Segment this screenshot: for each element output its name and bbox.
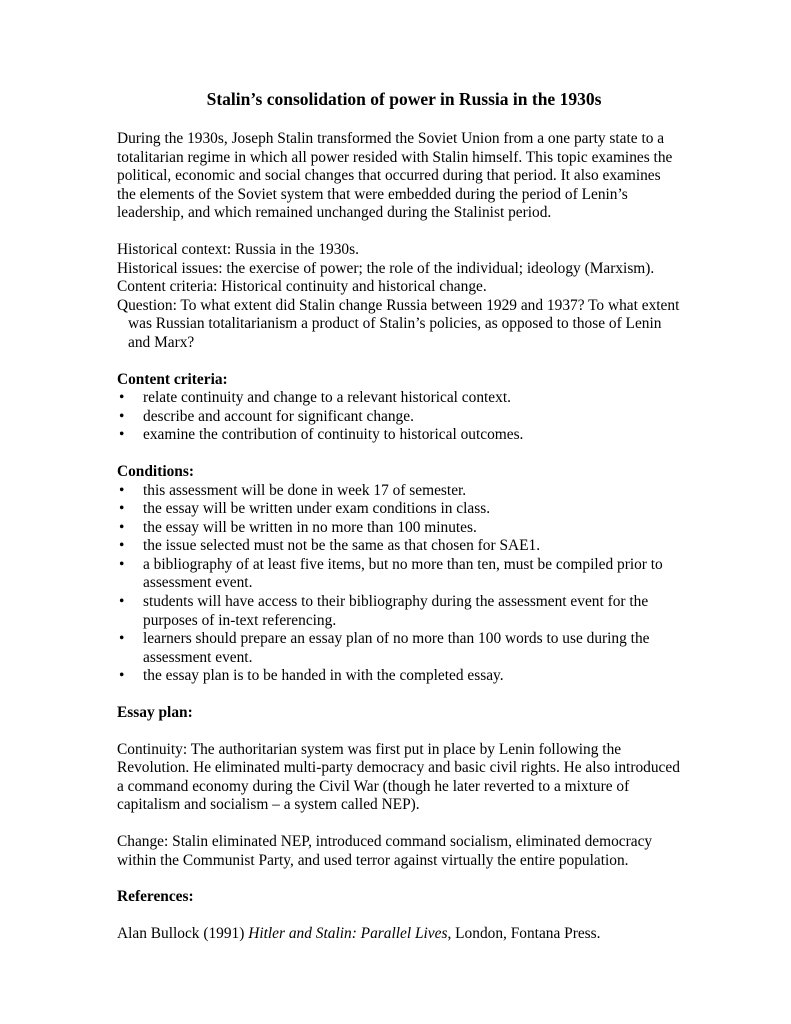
- content-criteria-section: [117, 371, 683, 445]
- list-item: • students will have access to their bibliography during the assessment event for the purposes of in-text referencing.: [119, 593, 649, 629]
- list-item: • a bibliography of at least five items, but no more than ten, must be compiled prior to assessment event.: [119, 555, 663, 592]
- conditions-list: [117, 482, 683, 687]
- question: Question: To what extent did Stalin change Russia between 1929 and 1937? To what extent was Russian totalitarianism a product of Stalin’s policies, as opposed to those of Lenin and Marx?: [117, 296, 680, 351]
- content-criteria-summary: Content criteria: Historical continuity and historical change.: [117, 278, 487, 296]
- list-item: • learners should prepare an essay plan of no more than 100 words to use during the assessment event.: [119, 630, 650, 666]
- references-heading: References:: [117, 888, 194, 906]
- reference-publisher: , London, Fontana Press.: [447, 924, 601, 942]
- references-section: [117, 888, 683, 943]
- essay-plan-section: [117, 704, 683, 870]
- document-title: Stalin’s consolidation of power in Russia in the 1930s: [206, 89, 602, 109]
- bullet-icon: •: [119, 389, 125, 407]
- bullet-icon: •: [119, 500, 125, 518]
- essay-plan-change: Change: Stalin eliminated NEP, introduced command socialism, eliminated democracy within the Communist Party, and used terror against virtually the entire population.: [117, 833, 653, 869]
- essay-plan-heading: Essay plan:: [117, 704, 193, 722]
- list-item: • describe and account for significant change.: [119, 407, 414, 425]
- bullet-icon: •: [119, 537, 125, 555]
- bullet-icon: •: [119, 593, 125, 611]
- list-item: • this assessment will be done in week 17 of semester.: [119, 481, 467, 499]
- bullet-icon: •: [119, 555, 125, 573]
- intro-paragraph: During the 1930s, Joseph Stalin transformed the Soviet Union from a one party state to a totalitarian regime in which all power resided with Stalin himself. This topic examines the political, economic and social changes that occurred during that period. It also examines the elements of the Soviet system that were embedded during the period of Lenin’s leadership, and which remained unchanged during the Stalinist period.: [117, 130, 673, 222]
- bullet-icon: •: [119, 481, 125, 499]
- content-criteria-heading: Content criteria:: [117, 370, 228, 388]
- bullet-icon: •: [119, 426, 125, 444]
- bullet-icon: •: [119, 667, 125, 685]
- essay-plan-continuity: Continuity: The authoritarian system was first put in place by Lenin following the Revolution. He eliminated multi-party democracy and basic civil rights. He also introduced a command economy during the Civil War (though he later reverted to a mixture of capitalism and socialism – a system called NEP).: [117, 740, 680, 814]
- conditions-section: [117, 463, 683, 686]
- list-item: • the essay plan is to be handed in with the completed essay.: [119, 667, 504, 685]
- conditions-heading: Conditions:: [117, 462, 194, 480]
- bullet-icon: •: [119, 518, 125, 536]
- list-item: • the essay will be written under exam conditions in class.: [119, 500, 491, 518]
- list-item: • examine the contribution of continuity to historical outcomes.: [119, 426, 524, 444]
- bullet-icon: •: [119, 407, 125, 425]
- reference-title: Hitler and Stalin: Parallel Lives: [248, 924, 448, 942]
- reference-author-year: Alan Bullock (1991): [117, 924, 249, 942]
- historical-issues: Historical issues: the exercise of power; the role of the individual; ideology (Marxism).: [117, 259, 655, 277]
- list-item: • relate continuity and change to a relevant historical context.: [119, 389, 511, 407]
- context-block: [117, 241, 683, 353]
- reference-entry: [117, 925, 683, 944]
- list-item: • the issue selected must not be the same as that chosen for SAE1.: [119, 537, 541, 555]
- document-page: [117, 88, 683, 943]
- list-item: • the essay will be written in no more than 100 minutes.: [119, 518, 477, 536]
- bullet-icon: •: [119, 630, 125, 648]
- historical-context: Historical context: Russia in the 1930s.: [117, 240, 359, 258]
- content-criteria-list: [117, 389, 683, 445]
